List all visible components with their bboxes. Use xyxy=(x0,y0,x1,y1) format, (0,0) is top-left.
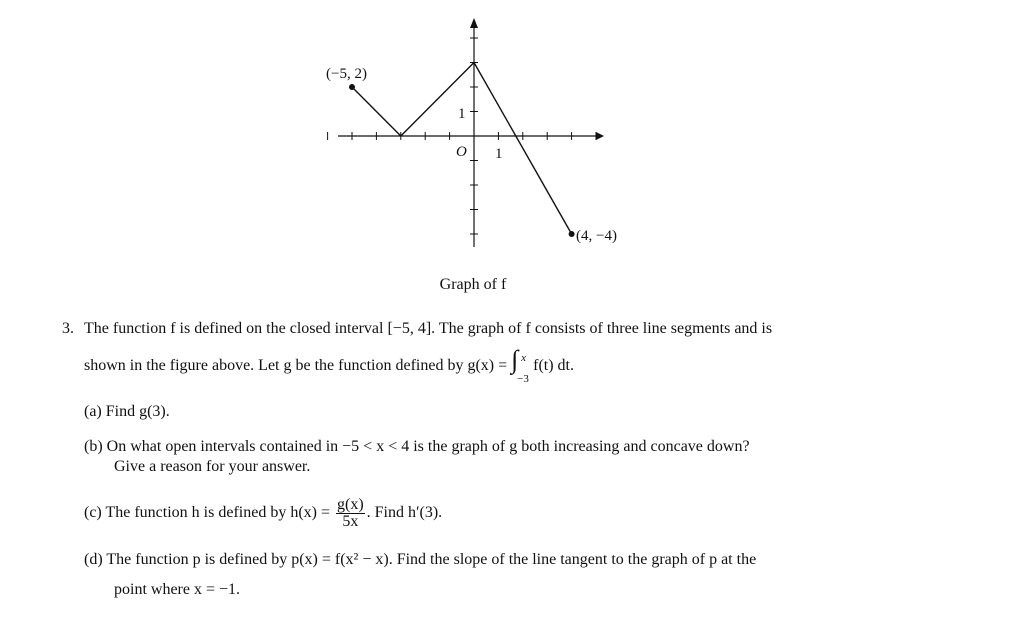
intro-text: shown in the figure above. Let g be the function defined by g(x) = xyxy=(84,357,512,374)
y-tick-label-1: 1 xyxy=(458,106,466,122)
fraction: $\frac{g(x)}{5x}$ xyxy=(337,496,364,530)
problem-number: 3. xyxy=(62,320,74,337)
right-endpoint-dot xyxy=(569,231,575,237)
part-b-line-1: (b) On what open intervals contained in −5 < x < 4 is the graph of g both increasing and concave down? xyxy=(84,438,750,455)
part-c-text-end: . Find h′(3). xyxy=(366,504,443,522)
left-endpoint-dot xyxy=(349,84,355,90)
integral-sign: ∫ x −3 xyxy=(511,345,529,386)
problem-intro-line-2 xyxy=(84,345,574,386)
part-d-line-2: point where x = −1. xyxy=(114,581,241,598)
graph-segment xyxy=(401,63,474,137)
part-c-text: (c) The function h is defined by h(x) = xyxy=(84,504,334,522)
x-axis-arrow xyxy=(596,132,604,140)
part-c xyxy=(84,497,442,530)
integrand: f(t) dt. xyxy=(533,357,574,374)
part-b-line-2: Give a reason for your answer. xyxy=(114,458,311,475)
axes xyxy=(338,18,604,247)
x-tick-label-1: 1 xyxy=(495,146,503,162)
graph-segment xyxy=(474,63,572,235)
part-d-line-1: (d) The function p is defined by p(x) = f(x² − x). Find the slope of the line tangent to the graph of p at the xyxy=(84,551,757,568)
problem-intro-line-1: The function f is defined on the closed interval [−5, 4]. The graph of f consists of three line segments and is xyxy=(84,320,773,337)
figure-caption: Graph of f xyxy=(439,276,507,293)
part-a: (a) Find g(3). xyxy=(84,403,170,420)
right-endpoint-label: (4, −4) xyxy=(576,228,617,244)
left-endpoint-label: (−5, 2) xyxy=(326,66,367,82)
y-axis-arrow xyxy=(470,18,478,28)
graph-segment xyxy=(352,87,401,136)
origin-label: O xyxy=(456,144,467,160)
graph-of-f xyxy=(0,0,1024,300)
